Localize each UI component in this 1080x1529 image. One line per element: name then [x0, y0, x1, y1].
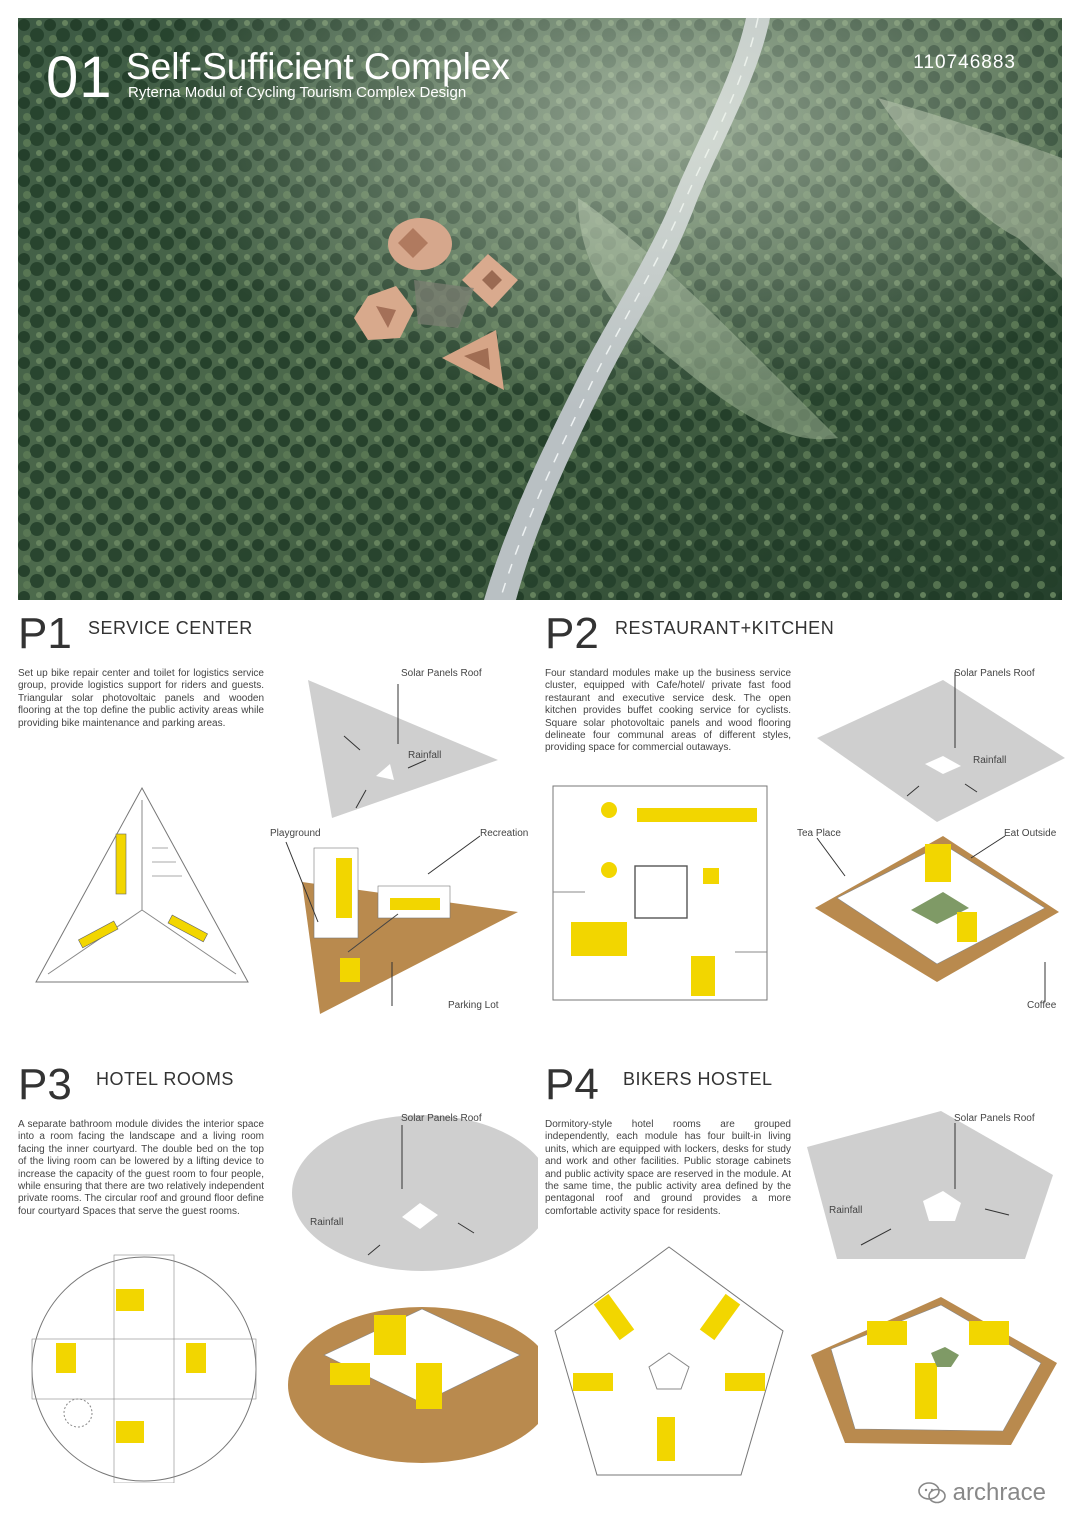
p2-label-roof: Solar Panels Roof [954, 668, 1035, 679]
p1-label-roof: Solar Panels Roof [401, 668, 482, 679]
p2-description: Four standard modules make up the business service cluster, equipped with Cafe/hotel/ private fast food restaurant and executive service desk. The open kitchen provides buffet cooking service for cyclists. Square solar photovoltaic panels and wood flooring delineate four communal areas of different styles, providing space for commercial outaways. [545, 668, 791, 754]
p1-description: Set up bike repair center and toilet for logistics service group, provide logistics support for riders and guests. Triangular solar photovoltaic panels and wooden flooring at the top define the public activity areas while providing bike maintenance and parking areas. [18, 668, 264, 729]
p1-label-rainfall: Rainfall [408, 750, 442, 761]
p3-title: HOTEL ROOMS [96, 1069, 234, 1089]
p1-label-recreation: Recreation [480, 828, 529, 839]
section-p1 [18, 609, 538, 1032]
p1-title: SERVICE CENTER [88, 618, 253, 638]
p4-description: Dormitory-style hotel rooms are grouped independently, each module has four built-in living units, which are equipped with lockers, desks for study and work and other facilities. Public storage cabinets and public activity space are reserved in the module. At the same time, the public activity area defined by the pentagonal roof and ground provides a more comfortable activity space for residents. [545, 1119, 791, 1217]
watermark [917, 1479, 1046, 1507]
sheet-title: Self-Sufficient Complex [126, 46, 510, 87]
p1-label-parking: Parking Lot [448, 1000, 499, 1011]
aerial-forest-image [18, 18, 1062, 600]
hero-aerial-render [18, 18, 1062, 600]
p3-label-roof: Solar Panels Roof [401, 1113, 482, 1124]
p4-label-rainfall: Rainfall [829, 1205, 863, 1216]
watermark-text: archrace [952, 1479, 1046, 1506]
p3-label-rainfall: Rainfall [310, 1217, 344, 1228]
p4-title: BIKERS HOSTEL [623, 1069, 773, 1089]
section-p3 [18, 1060, 538, 1483]
p2-label-coffee: Coffee [1027, 1000, 1057, 1011]
section-p4 [545, 1060, 1065, 1483]
p3-description: A separate bathroom module divides the interior space into a room facing the landscape and a living room facing the inner courtyard. The double bed on the top of the living room can be lowered by a lifting device to increase the capacity of the guest room to four people, while ensuring that there are two relatively independent private rooms. The circular roof and ground floor define four courtyard Spaces that serve the guest rooms. [18, 1119, 264, 1217]
p2-label-rainfall: Rainfall [973, 755, 1007, 766]
p1-label-playground: Playground [270, 828, 321, 839]
p3-number: P3 [18, 1060, 72, 1109]
sheet-number: 01 [46, 45, 113, 110]
p2-title: RESTAURANT+KITCHEN [615, 618, 835, 638]
p4-label-roof: Solar Panels Roof [954, 1113, 1035, 1124]
p1-number: P1 [18, 609, 72, 658]
p4-number: P4 [545, 1060, 599, 1109]
sheet-id: 110746883 [913, 52, 1016, 73]
p2-label-tea: Tea Place [797, 828, 841, 839]
p2-number: P2 [545, 609, 599, 658]
p2-label-eat: Eat Outside [1004, 828, 1057, 839]
sheet-subtitle: Ryterna Modul of Cycling Tourism Complex Design [128, 84, 467, 101]
section-p2 [545, 609, 1065, 1032]
wechat-icon [917, 1481, 947, 1505]
